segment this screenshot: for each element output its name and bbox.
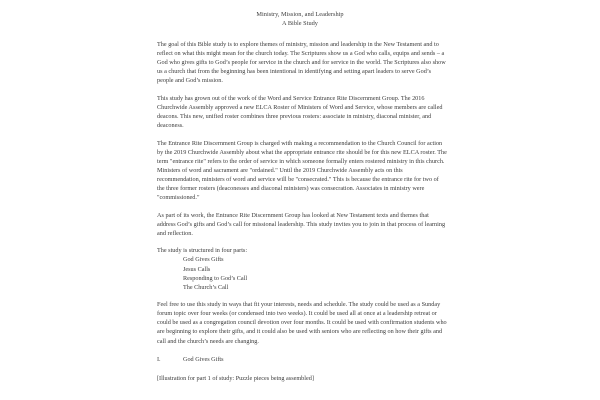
document-body [157, 40, 447, 383]
section-heading-part-one [157, 355, 447, 364]
list-item: God Gives Gifts [183, 256, 224, 264]
paragraph-purpose: As part of its work, the Entrance Rite Discernment Group has looked at New Testament texts and themes that address God’s gifts and God’s call for missional leadership. This study invites you to join in that process of learning and reflection. [157, 211, 446, 237]
list-item: The Church’s Call [183, 283, 229, 291]
paragraph-background: This study has grown out of the work of the Word and Service Entrance Rite Discernment Group. The 2016 Churchwide Assembly approved a new ELCA Roster of Ministers of Word and Service, whose members are called deacons. This new, unified roster combines three previous rosters: associate in ministry, diaconal minister, and deaconess. [157, 94, 443, 130]
paragraph-goal: The goal of this Bible study is to explore themes of ministry, mission and leadership in the New Testament and to reflect on what this might mean for the church today. The Scriptures show us a God who calls, equips and sends – a God who gives gifts to God’s people for service in the church and for service in the world. The Scriptures also show us a church that from the beginning has been intentional in identifying and setting apart leaders to serve God’s people and God’s mission. [157, 41, 446, 85]
section-number: I. [157, 356, 161, 364]
list-item: Jesus Calls [183, 265, 211, 273]
title-line-main: Ministry, Mission, and Leadership [256, 11, 344, 18]
title-line-subtitle: A Bible Study [282, 19, 318, 27]
document-title [0, 0, 600, 28]
section-label: God Gives Gifts [183, 356, 224, 364]
paragraph-usage: Feel free to use this study in ways that fit your interests, needs and schedule. The study could be used as a Sunday forum topic over four weeks (or condensed into two weeks). It could be used all at once at a leadership retreat or could be used as a congregation council devotion over four months. It could be used with confirmation students who are beginning to explore their gifts, and it could also be used with seniors who are reflecting on how their gifts and call and the church’s needs are changing. [157, 301, 447, 345]
paragraph-entrance-rite: The Entrance Rite Discernment Group is charged with making a recommendation to the Church Council for action by the 2019 Churchwide Assembly about what the appropriate entrance rite should be for this new ELCA roster. The term "entrance rite" refers to the order of service in which someone formally enters rostered ministry in this church. Ministers of word and sacrament are "ordained." Until the 2019 Churchwide Assembly acts on this recommendation, ministers of word and service will be "consecrated." This is because the entrance rite for two of the three former rosters (deaconesses and diaconal ministers) was consecration. Associates in ministry were "commissioned." [157, 139, 447, 202]
illustration-note: [Illustration for part 1 of study: Puzzle pieces being assembled] [157, 374, 314, 382]
parts-list-intro: The study is structured in four parts: [157, 247, 248, 255]
list-item: Responding to God’s Call [183, 274, 248, 282]
parts-list [157, 255, 447, 291]
